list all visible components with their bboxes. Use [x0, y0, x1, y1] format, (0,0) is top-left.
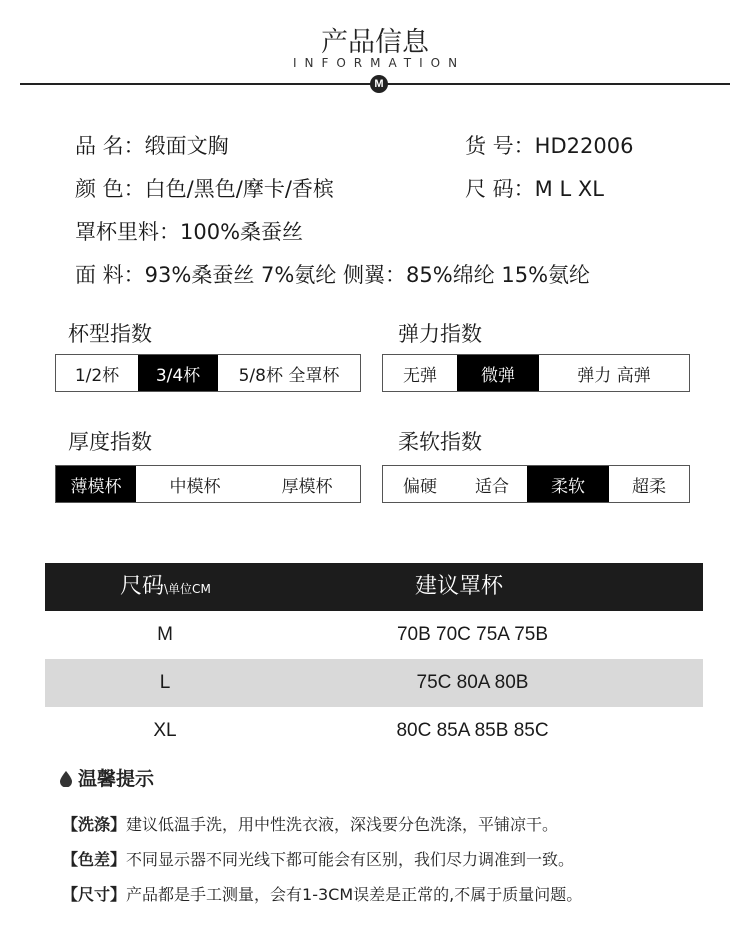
size-table-header	[45, 563, 703, 611]
header-unit-label: \单位CM	[164, 582, 211, 596]
cups-cell: 70B 70C 75A 75B	[396, 624, 549, 645]
cup-index-scale	[55, 354, 361, 392]
m-badge-icon: M	[370, 75, 388, 93]
table-row	[45, 611, 703, 659]
page-subtitle: INFORMATION	[292, 56, 466, 70]
elastic-option-high: 弹力 高弹	[577, 365, 651, 386]
table-row	[45, 659, 703, 707]
size-table	[45, 563, 703, 755]
product-name: 品 名：缎面文胸	[75, 134, 229, 158]
thickness-index-title: 厚度指数	[68, 430, 152, 454]
thickness-option-thin: 薄模杯	[56, 466, 136, 502]
tip-tag: 【色差】	[62, 850, 127, 869]
header-size-cell	[120, 563, 211, 613]
fabric-composition: 面 料：93%桑蚕丝 7%氨纶 侧翼：85%绵纶 15%氨纶	[75, 263, 591, 287]
thickness-option-medium: 中模杯	[169, 476, 221, 497]
softness-index-scale	[382, 465, 690, 503]
header-cup-label: 建议罩杯	[415, 574, 504, 599]
tip-tag: 【洗涤】	[62, 815, 127, 834]
elastic-index-scale	[382, 354, 690, 392]
elastic-index-title: 弹力指数	[398, 322, 482, 346]
size-cell: L	[159, 672, 171, 693]
header-size-label: 尺码	[120, 574, 165, 599]
page-title: 产品信息	[321, 27, 429, 58]
thickness-index-scale	[55, 465, 361, 503]
softness-index-title: 柔软指数	[398, 430, 482, 454]
elastic-option-slight: 微弹	[457, 355, 539, 391]
softness-option-hard: 偏硬	[403, 476, 437, 497]
tips-title	[60, 764, 154, 791]
softness-option-fit: 适合	[475, 476, 509, 497]
tip-washing	[62, 812, 558, 835]
size-cell: XL	[153, 720, 177, 741]
softness-option-soft: 柔软	[527, 466, 609, 502]
table-row	[45, 707, 703, 755]
product-sizes: 尺 码：M L XL	[465, 177, 604, 201]
drop-icon	[60, 770, 72, 786]
product-colors: 颜 色：白色/黑色/摩卡/香槟	[75, 177, 334, 201]
thickness-option-thick: 厚模杯	[281, 476, 333, 497]
tip-text: 不同显示器不同光线下都可能会有区别，我们尽力调准到一致。	[126, 850, 575, 869]
cup-option-full: 5/8杯 全罩杯	[238, 365, 340, 386]
cup-option-half: 1/2杯	[74, 365, 120, 386]
tip-tag: 【尺寸】	[62, 885, 127, 904]
tip-text: 产品都是手工测量，会有1-3CM误差是正常的,不属于质量问题。	[126, 885, 583, 904]
tips-title-label: 温馨提示	[78, 768, 155, 790]
softness-option-super: 超柔	[632, 476, 666, 497]
cups-cell: 80C 85A 85B 85C	[396, 720, 549, 741]
elastic-option-none: 无弹	[403, 365, 437, 386]
tip-size	[62, 882, 582, 905]
item-number: 货 号：HD22006	[465, 134, 634, 158]
size-cell: M	[157, 624, 173, 645]
cup-index-title: 杯型指数	[68, 322, 152, 346]
cups-cell: 75C 80A 80B	[416, 672, 529, 693]
cup-lining: 罩杯里料：100%桑蚕丝	[75, 220, 304, 244]
tip-color-difference	[62, 847, 574, 870]
tip-text: 建议低温手洗，用中性洗衣液，深浅要分色洗涤，平铺凉干。	[126, 815, 559, 834]
cup-option-three-quarter: 3/4杯	[138, 355, 218, 391]
